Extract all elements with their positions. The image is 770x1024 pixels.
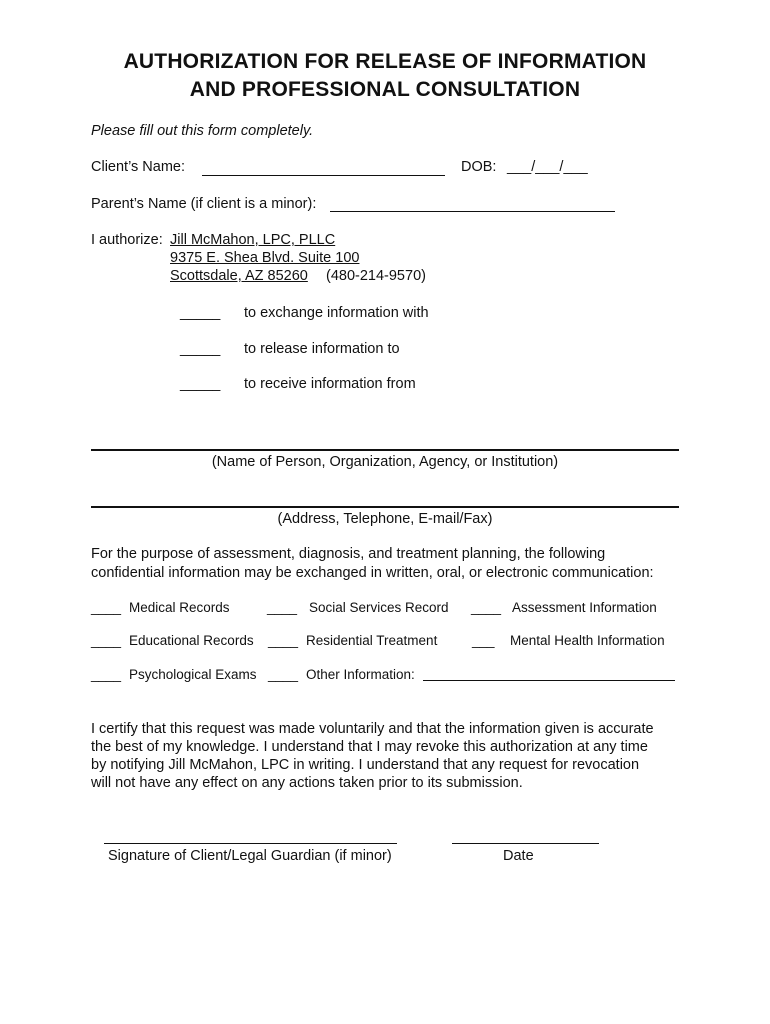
certification-line-1: I certify that this request was made voluntarily and that the information given is accurate <box>91 721 654 737</box>
signature-caption: Signature of Client/Legal Guardian (if minor) <box>108 848 392 864</box>
authorize-label: I authorize: <box>91 232 163 248</box>
residential-treatment-label: Residential Treatment <box>306 633 438 648</box>
form-title-line-2: AND PROFESSIONAL CONSULTATION <box>189 78 581 101</box>
residential-treatment-blank[interactable]: ____ <box>268 633 299 648</box>
recipient-name-field[interactable] <box>91 449 679 451</box>
medical-records-label: Medical Records <box>129 600 230 615</box>
certification-line-3: by notifying Jill McMahon, LPC in writing. I understand that any request for revocation <box>91 757 640 773</box>
instruction-text: Please fill out this form completely. <box>91 123 314 139</box>
date-field[interactable] <box>452 843 599 844</box>
social-services-blank[interactable]: ____ <box>267 600 298 615</box>
certification-line-4: will not have any effect on any actions taken prior to its submission. <box>91 775 523 791</box>
provider-name: Jill McMahon, LPC, PLLC <box>170 232 336 248</box>
option-receive-label: to receive information from <box>244 376 416 392</box>
client-name-label: Client’s Name: <box>91 159 186 175</box>
educational-records-label: Educational Records <box>129 633 254 648</box>
option-receive-blank[interactable]: _____ <box>180 376 221 392</box>
mental-health-label: Mental Health Information <box>510 633 665 648</box>
purpose-line-2: confidential information may be exchanged in written, oral, or electronic communication: <box>91 565 654 581</box>
assessment-info-blank[interactable]: ____ <box>471 600 502 615</box>
dob-label: DOB: <box>461 159 497 175</box>
parent-name-field[interactable] <box>330 211 615 212</box>
medical-records-blank[interactable]: ____ <box>91 600 122 615</box>
other-info-field[interactable] <box>423 680 675 681</box>
client-name-field[interactable] <box>202 175 445 176</box>
assessment-info-label: Assessment Information <box>512 600 657 615</box>
other-info-label: Other Information: <box>306 667 415 682</box>
mental-health-blank[interactable]: ___ <box>472 633 495 648</box>
option-release-blank[interactable]: _____ <box>180 341 221 357</box>
option-exchange-blank[interactable]: _____ <box>180 305 221 321</box>
option-exchange-label: to exchange information with <box>244 305 429 321</box>
dob-field[interactable]: ___/___/___ <box>507 159 588 175</box>
psychological-exams-label: Psychological Exams <box>129 667 257 682</box>
provider-city: Scottsdale, AZ 85260 <box>170 268 308 284</box>
signature-field[interactable] <box>104 843 397 844</box>
recipient-address-field[interactable] <box>91 506 679 508</box>
purpose-line-1: For the purpose of assessment, diagnosis, and treatment planning, the following <box>91 546 606 562</box>
educational-records-blank[interactable]: ____ <box>91 633 122 648</box>
form-title-line-1: AUTHORIZATION FOR RELEASE OF INFORMATION <box>123 50 647 73</box>
form-title <box>0 48 770 104</box>
psychological-exams-blank[interactable]: ____ <box>91 667 122 682</box>
social-services-label: Social Services Record <box>309 600 449 615</box>
parent-name-label: Parent’s Name (if client is a minor): <box>91 196 317 212</box>
provider-address: 9375 E. Shea Blvd. Suite 100 <box>170 250 360 266</box>
recipient-address-caption: (Address, Telephone, E-mail/Fax) <box>277 511 493 527</box>
other-info-blank[interactable]: ____ <box>268 667 299 682</box>
date-caption: Date <box>503 848 534 864</box>
recipient-name-caption: (Name of Person, Organization, Agency, or Institution) <box>211 454 559 470</box>
provider-phone: (480-214-9570) <box>326 268 426 284</box>
option-release-label: to release information to <box>244 341 400 357</box>
certification-line-2: the best of my knowledge. I understand that I may revoke this authorization at any time <box>91 739 648 755</box>
